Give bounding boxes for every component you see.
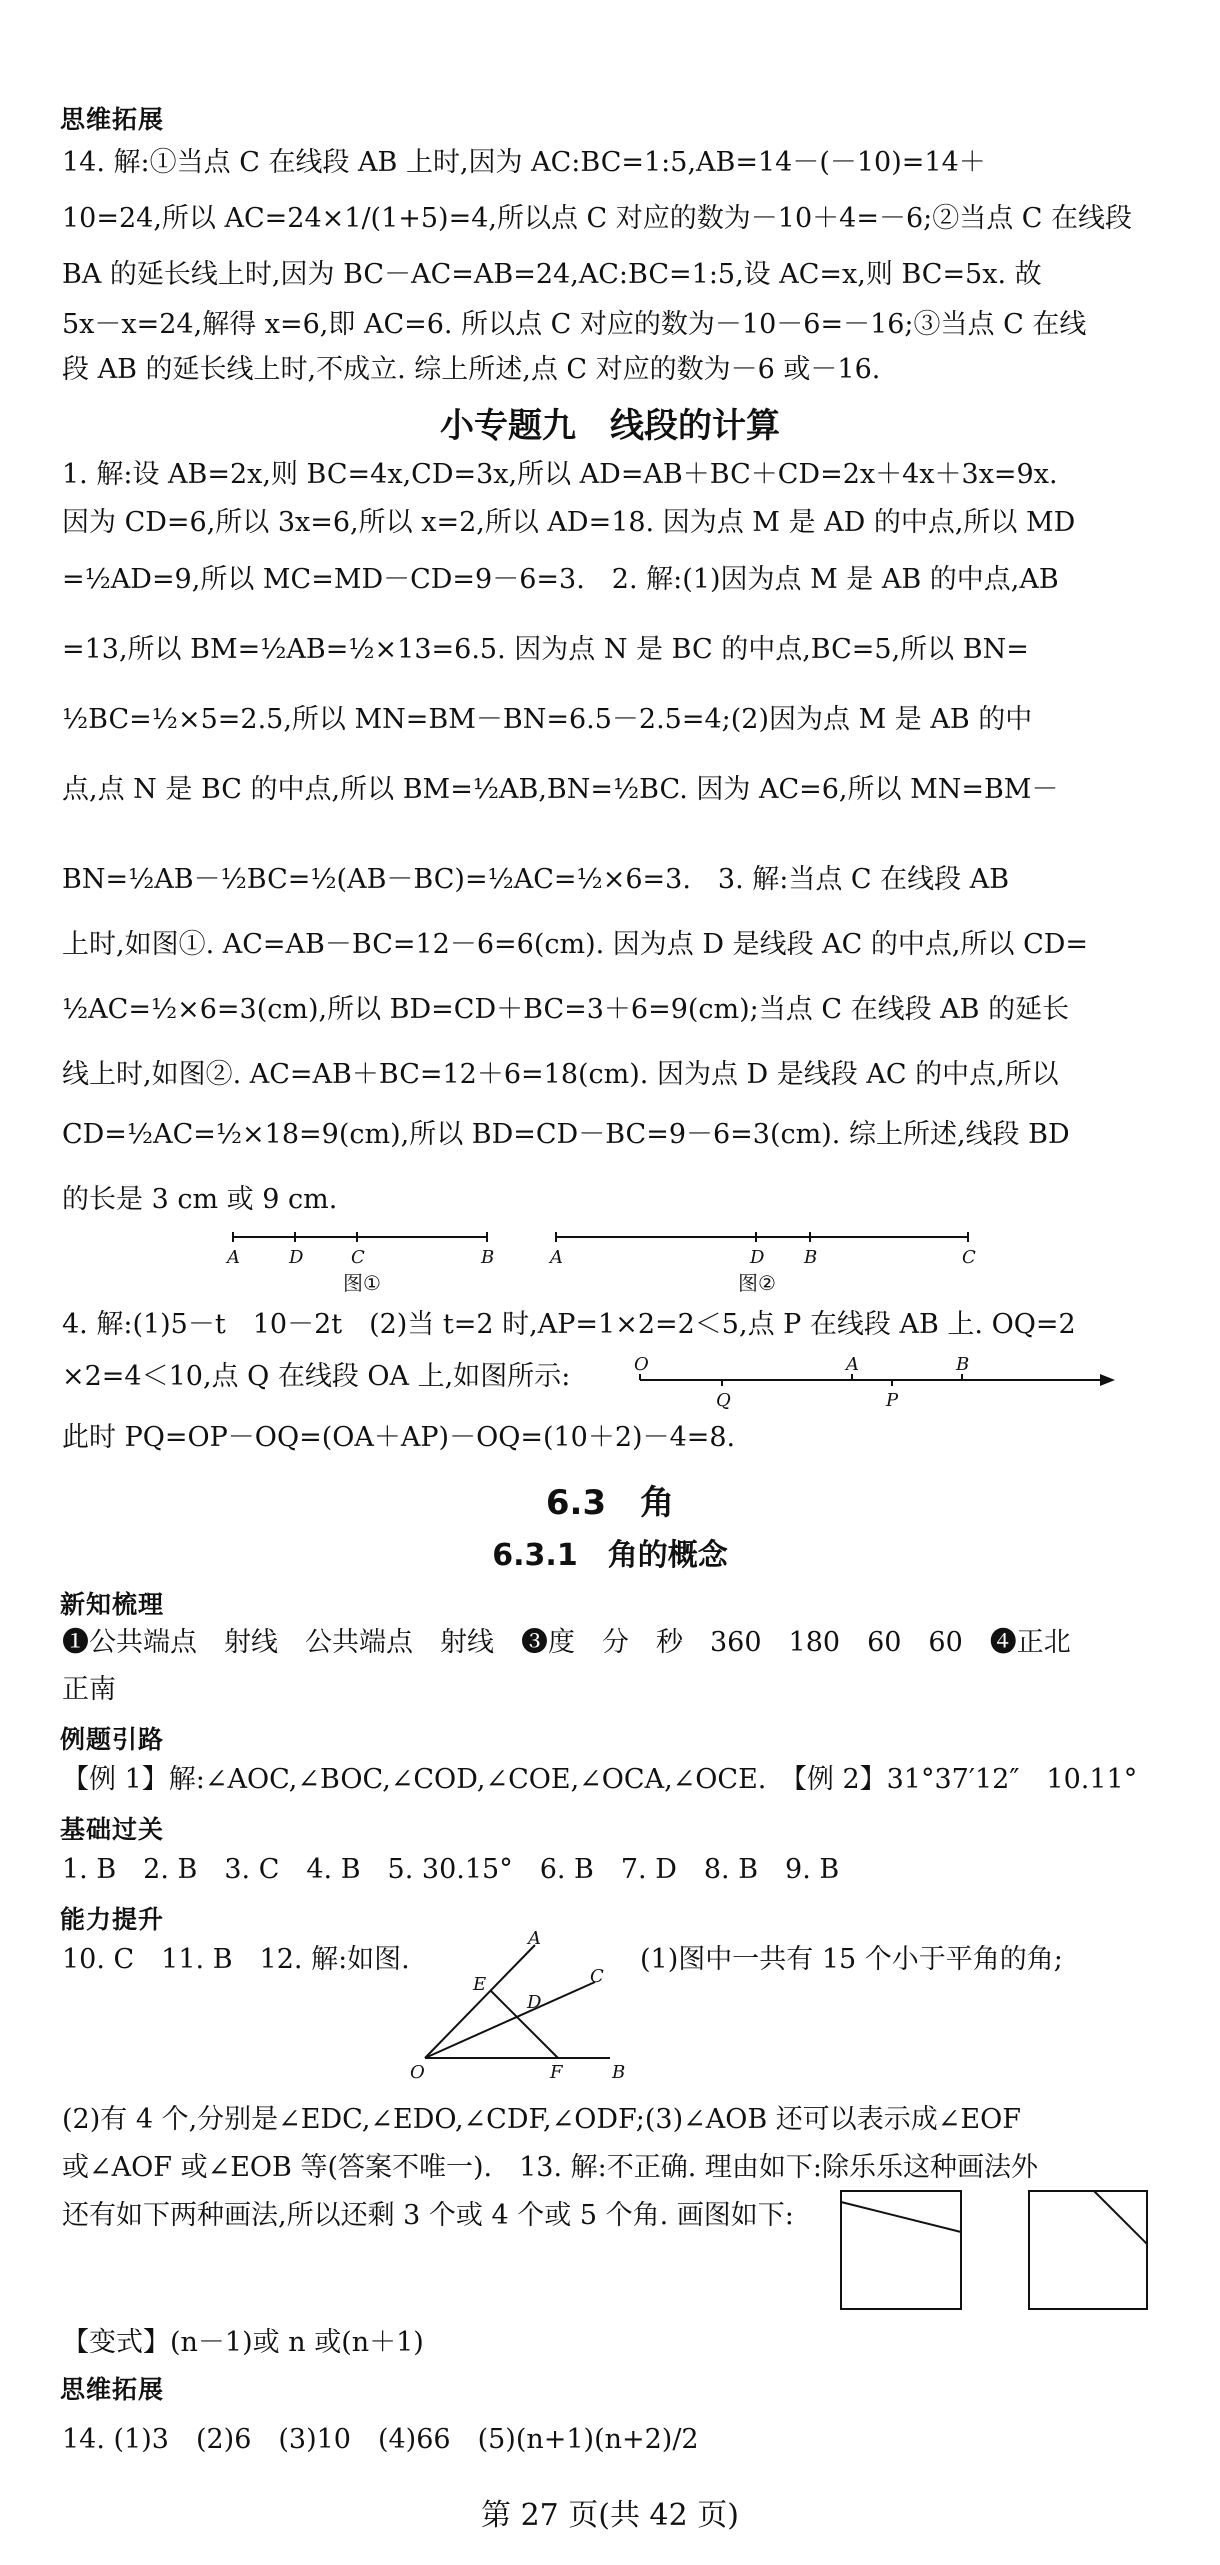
text-line: =½AD=9,所以 MC=MD－CD=9－6=3. 2. 解:(1)因为点 M 是 AB 的中点,AB xyxy=(62,564,1059,595)
figure-q13-square-1 xyxy=(838,2188,968,2313)
topic-title: 小专题九 线段的计算 xyxy=(440,406,780,446)
page-footer: 第 27 页(共 42 页) xyxy=(481,2498,739,2533)
fig1-label-b: B xyxy=(481,1247,495,1268)
fig1-label-c: C xyxy=(351,1247,365,1268)
fig1-label-d: D xyxy=(289,1247,304,1268)
text-line: 10. C 11. B 12. 解:如图. xyxy=(62,1944,410,1975)
q4-label-a: A xyxy=(846,1354,859,1375)
fig2-caption: 图② xyxy=(738,1271,776,1295)
figure-q12-angle xyxy=(410,1930,640,2080)
section-header-nengli: 能力提升 xyxy=(60,1905,165,1934)
section-header-jichu: 基础过关 xyxy=(60,1815,165,1844)
q4-label-o: O xyxy=(634,1354,649,1375)
subsection-title: 6.3.1 角的概念 xyxy=(492,1538,728,1573)
text-line: 1. 解:设 AB=2x,则 BC=4x,CD=3x,所以 AD=AB＋BC＋CD=2x＋4x＋3x=9x. xyxy=(62,459,1058,490)
fig2-label-b: B xyxy=(804,1247,818,1268)
text-line: 14. (1)3 (2)6 (3)10 (4)66 (5)(n+1)(n+2)/2 xyxy=(62,2424,699,2455)
text-line: 5x－x=24,解得 x=6,即 AC=6. 所以点 C 对应的数为－10－6=－16;③当点 C 在线 xyxy=(62,309,1087,340)
text-line: 4. 解:(1)5－t 10－2t (2)当 t=2 时,AP=1×2=2＜5,点 P 在线段 AB 上. OQ=2 xyxy=(62,1309,1076,1340)
figure-1 xyxy=(225,1225,505,1300)
text-line: 【变式】(n－1)或 n 或(n＋1) xyxy=(62,2327,424,2358)
section-title: 6.3 角 xyxy=(545,1483,675,1523)
text-line: 正南 xyxy=(62,1674,116,1705)
fig1-label-a: A xyxy=(227,1247,240,1268)
angle-label-d: D xyxy=(527,1992,542,2013)
figure-q4-number-line xyxy=(610,1350,1120,1420)
section-header-siwei-top: 思维拓展 xyxy=(60,105,165,134)
text-line: ×2=4＜10,点 Q 在线段 OA 上,如图所示: xyxy=(62,1361,571,1392)
q4-label-p: P xyxy=(886,1390,899,1411)
text-line: 还有如下两种画法,所以还剩 3 个或 4 个或 5 个角. 画图如下: xyxy=(62,2200,794,2231)
text-line: 14. 解:①当点 C 在线段 AB 上时,因为 AC:BC=1:5,AB=14－(－10)=14＋ xyxy=(62,147,986,178)
text-line: (2)有 4 个,分别是∠EDC,∠EDO,∠CDF,∠ODF;(3)∠AOB 还可以表示成∠EOF xyxy=(62,2104,1021,2135)
figure-2 xyxy=(548,1225,988,1300)
fig2-label-d: D xyxy=(750,1247,765,1268)
figure-q13-square-2 xyxy=(1026,2188,1156,2313)
text-line: BA 的延长线上时,因为 BC－AC=AB=24,AC:BC=1:5,设 AC=x,则 BC=5x. 故 xyxy=(62,259,1042,290)
angle-label-f: F xyxy=(550,2062,563,2080)
angle-label-c: C xyxy=(590,1966,604,1987)
text-line: 段 AB 的延长线上时,不成立. 综上所述,点 C 对应的数为－6 或－16. xyxy=(62,354,881,385)
text-line: 线上时,如图②. AC=AB＋BC=12＋6=18(cm). 因为点 D 是线段 AC 的中点,所以 xyxy=(62,1059,1059,1090)
text-line: 10=24,所以 AC=24×1/(1+5)=4,所以点 C 对应的数为－10＋4=－6;②当点 C 在线段 xyxy=(62,203,1133,234)
q4-label-q: Q xyxy=(716,1390,731,1411)
section-header-siwei: 思维拓展 xyxy=(60,2375,165,2404)
text-line: 的长是 3 cm 或 9 cm. xyxy=(62,1184,338,1215)
q4-label-b: B xyxy=(956,1354,970,1375)
text-line: 1. B 2. B 3. C 4. B 5. 30.15° 6. B 7. D 8. B 9. B xyxy=(62,1854,840,1885)
text-line: 点,点 N 是 BC 的中点,所以 BM=½AB,BN=½BC. 因为 AC=6,所以 MN=BM－ xyxy=(62,774,1059,805)
text-line: =13,所以 BM=½AB=½×13=6.5. 因为点 N 是 BC 的中点,BC=5,所以 BN= xyxy=(62,634,1029,665)
text-line: 【例 1】解:∠AOC,∠BOC,∠COD,∠COE,∠OCA,∠OCE. 【例 2】31°37′12″ 10.11° xyxy=(62,1764,1138,1795)
angle-label-b: B xyxy=(612,2062,626,2080)
text-line: 因为 CD=6,所以 3x=6,所以 x=2,所以 AD=18. 因为点 M 是 AD 的中点,所以 MD xyxy=(62,507,1076,538)
angle-label-o: O xyxy=(410,2062,425,2080)
angle-label-a: A xyxy=(528,1930,541,1949)
text-line: BN=½AB－½BC=½(AB－BC)=½AC=½×6=3. 3. 解:当点 C 在线段 AB xyxy=(62,864,1010,895)
text-line: 此时 PQ=OP－OQ=(OA＋AP)－OQ=(10＋2)－4=8. xyxy=(62,1422,736,1453)
fig2-label-c: C xyxy=(962,1247,976,1268)
text-line: ❶公共端点 射线 公共端点 射线 ❸度 分 秒 360 180 60 60 ❹正北 xyxy=(62,1627,1071,1658)
section-header-liti: 例题引路 xyxy=(60,1725,165,1754)
text-line: CD=½AC=½×18=9(cm),所以 BD=CD－BC=9－6=3(cm). 综上所述,线段 BD xyxy=(62,1119,1070,1150)
angle-label-e: E xyxy=(473,1974,487,1995)
text-line: 或∠AOF 或∠EOB 等(答案不唯一). 13. 解:不正确. 理由如下:除乐乐这种画法外 xyxy=(62,2152,1038,2183)
text-line: (1)图中一共有 15 个小于平角的角; xyxy=(640,1944,1063,1975)
text-line: 上时,如图①. AC=AB－BC=12－6=6(cm). 因为点 D 是线段 AC 的中点,所以 CD= xyxy=(62,929,1089,960)
section-header-xinzhi: 新知梳理 xyxy=(60,1590,165,1619)
text-line: ½AC=½×6=3(cm),所以 BD=CD＋BC=3＋6=9(cm);当点 C 在线段 AB 的延长 xyxy=(62,994,1070,1025)
fig2-label-a: A xyxy=(550,1247,563,1268)
fig1-caption: 图① xyxy=(343,1271,381,1295)
text-line: ½BC=½×5=2.5,所以 MN=BM－BN=6.5－2.5=4;(2)因为点 M 是 AB 的中 xyxy=(62,704,1033,735)
